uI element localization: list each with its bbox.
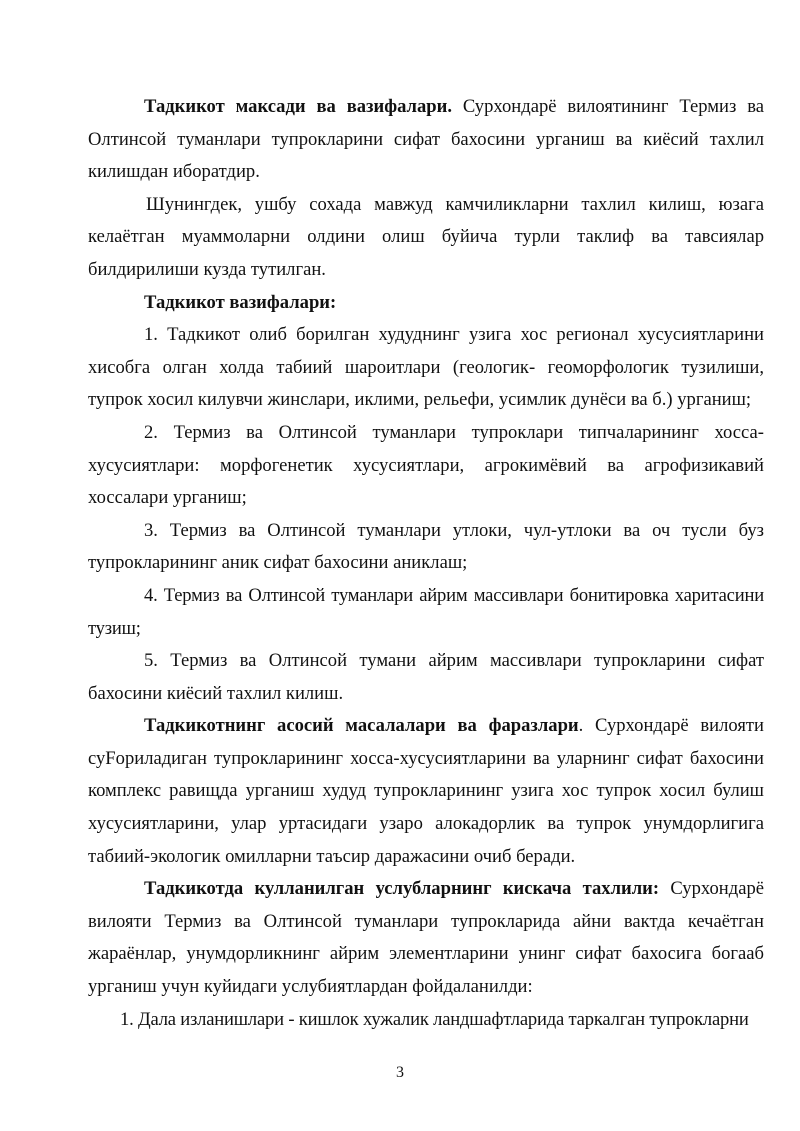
paragraph-methods [88,873,764,1003]
task-item [88,645,764,710]
page-number: 3 [396,1064,404,1081]
tasks-heading: Тадкикот вазифалари: [144,291,337,313]
task-number: 5. [144,650,158,672]
paragraph-methods-text: Сурхондарё вилояти Термиз ва Олтинсой туманлари тупрокларида айни вактда кечаётган жараёнлар, унумдорликнинг айрим элементларини унинг сифат бахосига богааб урганиш учун куйидаги услубиятлардан фойдаланилди: [88,878,764,998]
task-item [88,580,764,645]
paragraph-goal [88,91,764,189]
task-text: Тадкикот олиб борилган худуднинг узига хос регионал хусусиятларини хисобга олган холда табиий шароитлари (геологик- геоморфологик тузилиши, тупрок хосил килувчи жинслари, иклими, рельефи, усимлик дунёси ва б.) урганиш; [88,324,764,411]
task-item [88,515,764,580]
task-number: 1. [144,324,158,346]
task-text: Термиз ва Олтинсой туманлари тупроклари типчаларининг хосса-хусусиятлари: морфогенетик хусусиятлари, агрокимёвий ва агрофизикавий хоссалари урганиш; [88,421,764,509]
paragraph-analysis [88,189,764,287]
task-text: Термиз ва Олтинсой тумани айрим массивлари тупрокларини сифат бахосини киёсий тахлил килиш. [88,650,764,704]
method-number: 1. [120,1008,134,1030]
tasks-heading-para [88,287,764,320]
task-number: 4. [144,584,158,606]
paragraph-hypotheses-text: . Сурхондарё вилояти суFориладиган тупрокларининг хосса-хусусиятларини ва уларнинг сифат бахосини комплекс равищда урганиш худуд тупрокларининг узига хос тупрок хосил булиш хусусиятларини, улар уртасидаги узаро алокадорлик ва тупрок унумдорлигига табиий-экологик омилларни таъсир даражасини очиб беради. [88,715,764,867]
task-text: Термиз ва Олтинсой туманлари айрим массивлари бонитировка харитасини тузиш; [88,584,764,639]
heading-goal: Тадкикот максади ва вазифалари. [144,96,452,117]
heading-hypotheses: Тадкикотнинг асосий масалалари ва фаразлари [144,715,579,737]
paragraph-goal-text: Сурхондарё вилоятининг Термиз ва Олтинсой туманлари тупрокларини сифат бахосини урганиш ва киёсий тахлил килишдан иборатдир. [88,96,764,183]
document-page [88,91,764,1036]
task-number: 3. [144,519,158,541]
task-item [88,319,764,417]
task-number: 2. [144,421,158,443]
method-text: Дала изланишлари - кишлок хужалик ландшафтларида таркалган тупрокларни [133,1008,749,1030]
task-text: Термиз ва Олтинсой туманлари утлоки, чул-утлоки ва оч тусли буз тупрокларининг аник сифат бахосини аниклаш; [88,519,764,574]
paragraph-hypotheses [88,710,764,873]
task-item [88,417,764,515]
paragraph-analysis-text: Шунингдек, ушбу сохада мавжуд камчиликларни тахлил килиш, юзага келаётган муаммоларни олдини олиш буйича турли таклиф ва тавсиялар билдирилиши кузда тутилган. [88,193,764,280]
method-item [88,1004,764,1037]
heading-methods: Тадкикотда кулланилган услубларнинг кискача тахлили: [144,878,660,900]
